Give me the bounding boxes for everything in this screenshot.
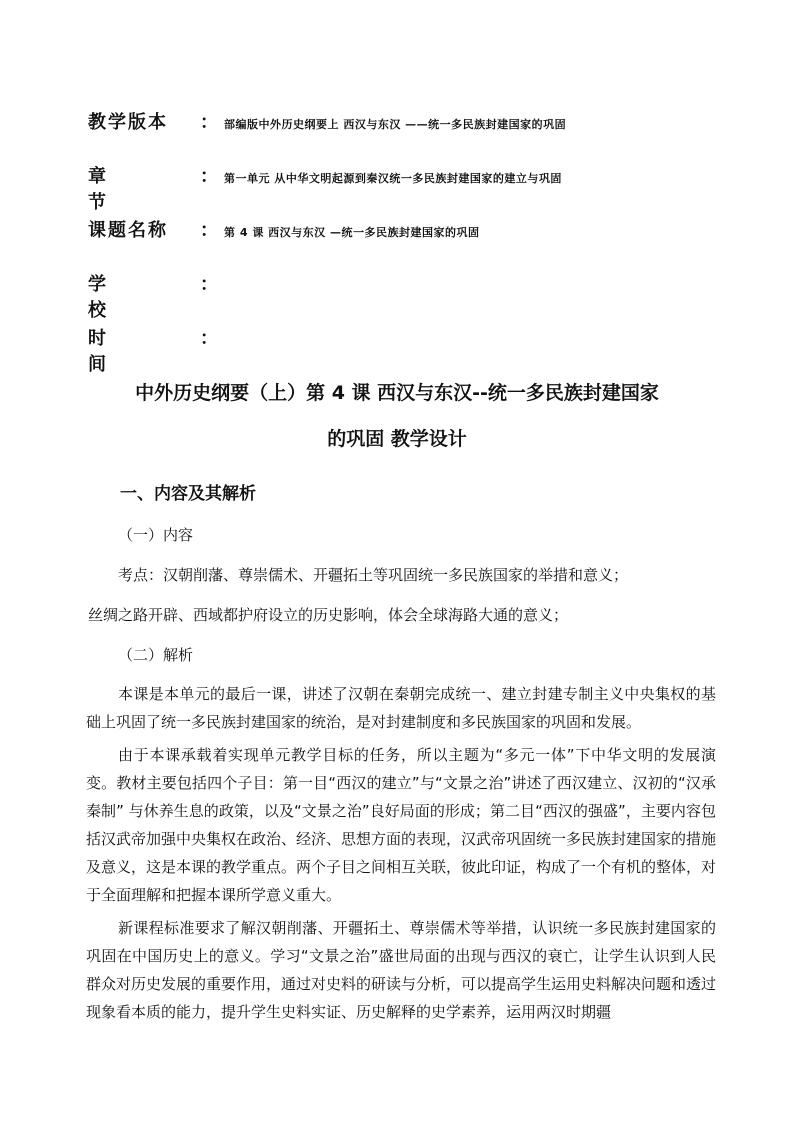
meta-label: 学校 xyxy=(88,274,158,321)
paragraph-3: 新课程标准要求了解汉朝削藩、开疆拓土、尊崇儒术等举措，认识统一多民族封建国家的巩固在中国历史上的意义。学习“文景之治”盛世局面的出现与西汉的衰亡，让学生认识到人民群众对历史发展的重要作用，通过对史料的研读与分析，可以提高学生运用史料解决问题和透过现象看本质的能力，提升学生史料实证、历史解释的史学素养，运用两汉时期疆 xyxy=(86,919,717,1021)
kaodian-line: 考点：汉朝削藩、尊崇儒术、开疆拓土等巩固统一多民族国家的举措和意义； xyxy=(118,566,629,584)
meta-value: 第一单元 从中华文明起源到秦汉统一多民族封建国家的建立与巩固 xyxy=(224,172,562,185)
meta-value: 部编版中外历史纲要上 西汉与东汉 ——统一多民族封建国家的巩固 xyxy=(224,118,567,131)
document-title-line1: 中外历史纲要（上）第 4 课 西汉与东汉--统一多民族封建国家 xyxy=(135,382,659,404)
meta-label: 章节 xyxy=(88,166,158,213)
section-heading: 一、内容及其解析 xyxy=(120,484,256,504)
meta-row-version xyxy=(88,108,566,132)
meta-row-time xyxy=(88,324,224,375)
meta-label: 教学版本 xyxy=(88,112,168,133)
meta-colon: ： xyxy=(200,112,220,133)
meta-row-school xyxy=(88,270,224,321)
meta-colon: ： xyxy=(200,328,220,349)
subsection-content: （一）内容 xyxy=(118,526,194,544)
meta-colon: ： xyxy=(200,274,220,295)
subsection-analysis: （二）解析 xyxy=(118,646,194,664)
meta-label: 时间 xyxy=(88,328,158,375)
paragraph-1: 本课是本单元的最后一课，讲述了汉朝在秦朝完成统一、建立封建专制主义中央集权的基础上巩固了统一多民族封建国家的统治，是对封建制度和多民族国家的巩固和发展。 xyxy=(86,685,716,731)
silu-line: 丝绸之路开辟、西域都护府设立的历史影响，体会全球海路大通的意义； xyxy=(88,606,569,624)
document-title-line2: 的巩固 教学设计 xyxy=(327,428,467,450)
meta-colon: ： xyxy=(200,166,220,187)
meta-label: 课题名称 xyxy=(88,220,168,241)
meta-value: 第 4 课 西汉与东汉 —统一多民族封建国家的巩固 xyxy=(224,226,480,239)
meta-row-topic xyxy=(88,216,479,240)
meta-colon: ： xyxy=(200,220,220,241)
paragraph-2: 由于本课承载着实现单元教学目标的任务，所以主题为“多元一体”下中华文明的发展演变。教材主要包括四个子目：第一目“西汉的建立”与“文景之治”讲述了西汉建立、汉初的“汉承秦制” 与休养生息的政策，以及“文景之治”良好局面的形成；第二目“西汉的强盛”，主要内容包括汉武帝加强中央集权在政治、经济、思想方面的表现，汉武帝巩固统一多民族封建国家的措施及意义，这是本课的教学重点。两个子目之间相互关联，彼此印证，构成了一个有机的整体，对于全面理解和把握本课所学意义重大。 xyxy=(86,746,717,904)
meta-row-chapter xyxy=(88,162,562,213)
